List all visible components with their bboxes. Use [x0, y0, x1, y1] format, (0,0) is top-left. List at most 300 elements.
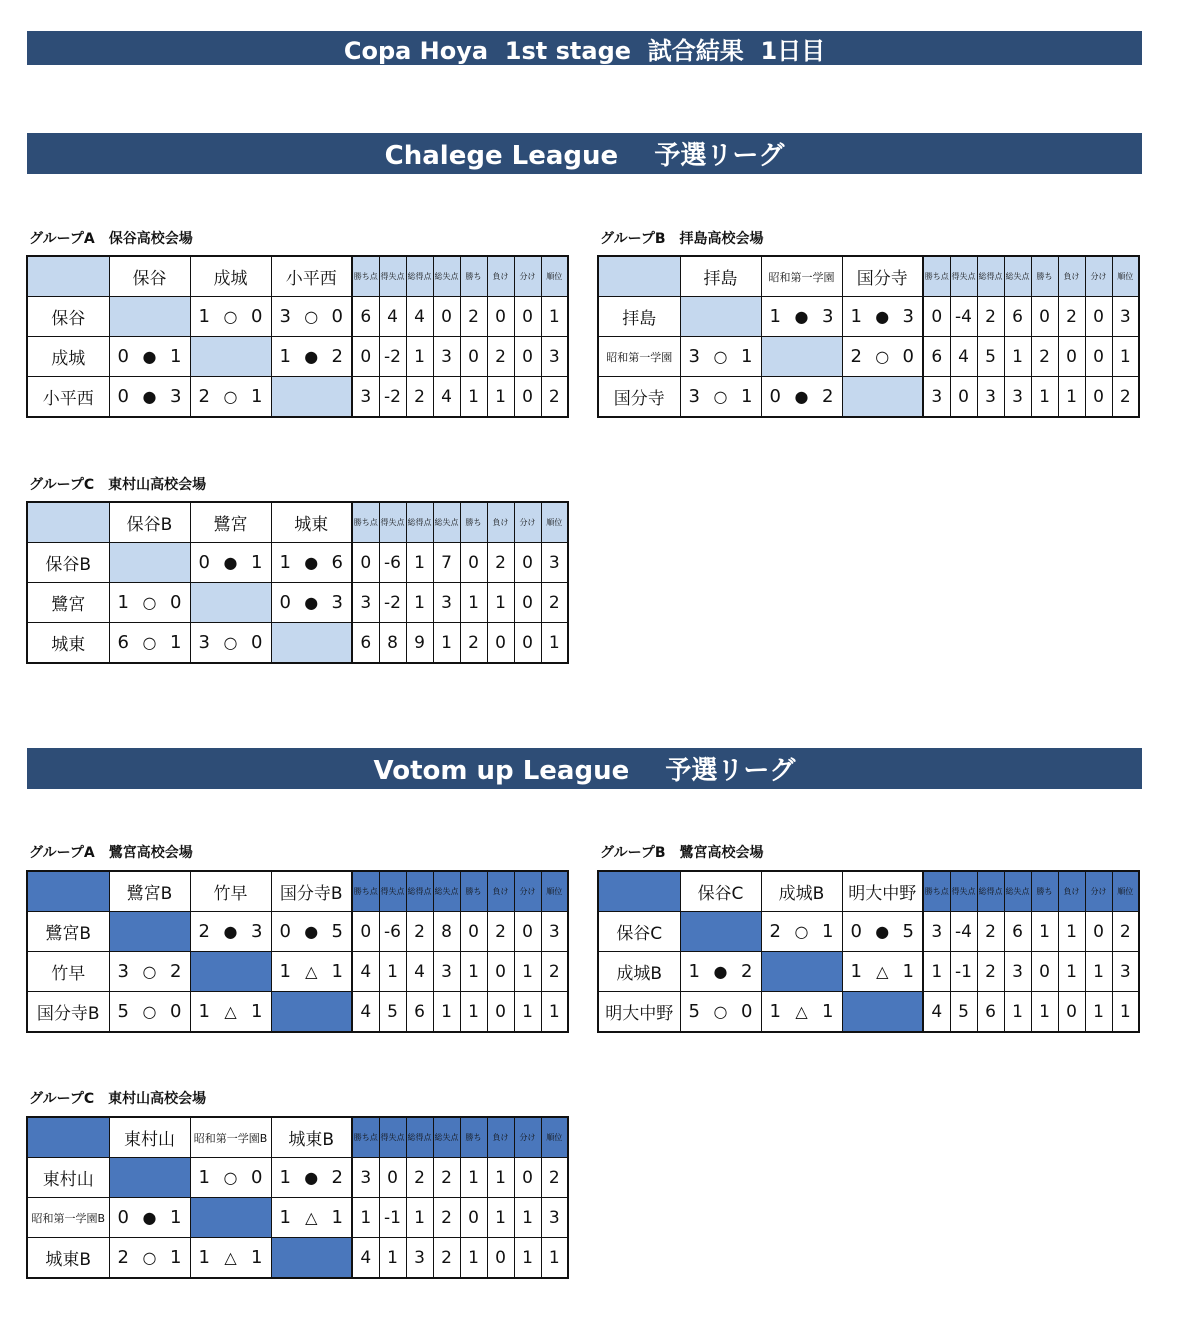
stat-value: 1 [1112, 337, 1139, 377]
score-for: 1 [198, 1247, 210, 1268]
corner-cell [27, 1117, 109, 1158]
match-result [190, 377, 271, 418]
stat-header: 負け [1058, 871, 1085, 912]
stat-header: 勝ち点 [352, 502, 379, 543]
match-score [762, 297, 842, 336]
stat-value: 0 [487, 297, 514, 337]
stat-value: 3 [406, 1238, 433, 1279]
score-for: 0 [117, 346, 129, 367]
result-symbol: ○ [223, 1168, 238, 1187]
stat-header: 得失点 [379, 871, 406, 912]
match-result [271, 1198, 352, 1238]
match-result [109, 623, 190, 664]
score-for: 6 [117, 632, 129, 653]
stat-value: 1 [1031, 992, 1058, 1033]
stat-value: 1 [541, 992, 568, 1033]
stat-value: 1 [460, 992, 487, 1033]
stat-value: 1 [1058, 952, 1085, 992]
league-table-votom-c [26, 1116, 569, 1279]
score-for: 1 [769, 1001, 781, 1022]
match-score [191, 297, 271, 336]
stat-header: 勝ち [460, 256, 487, 297]
match-result [109, 377, 190, 418]
match-result [271, 583, 352, 623]
diagonal-cell [190, 1198, 271, 1238]
score-against: 1 [251, 552, 263, 573]
stat-value: 2 [977, 297, 1004, 337]
team-header: 鷺宮B [109, 871, 190, 912]
score-for: 1 [279, 961, 291, 982]
stat-value: 1 [352, 1198, 379, 1238]
stat-value: 6 [406, 992, 433, 1033]
stat-value: 3 [1112, 297, 1139, 337]
stat-value: 3 [433, 952, 460, 992]
match-score [762, 912, 842, 951]
stat-value: 0 [514, 912, 541, 952]
stat-value: 0 [1031, 297, 1058, 337]
score-against: 2 [331, 1167, 343, 1188]
match-score [110, 583, 190, 622]
diagonal-cell [271, 377, 352, 418]
match-score [191, 543, 271, 582]
stat-value: 4 [923, 992, 950, 1033]
result-symbol: ● [304, 553, 319, 572]
stat-value: 1 [433, 992, 460, 1033]
stat-header: 分け [1085, 871, 1112, 912]
stat-value: -6 [379, 543, 406, 583]
stat-value: 1 [379, 952, 406, 992]
stat-value: 3 [977, 377, 1004, 418]
stat-value: 2 [977, 912, 1004, 952]
match-score [843, 952, 923, 991]
score-against: 1 [251, 1247, 263, 1268]
stat-header: 負け [487, 502, 514, 543]
match-result [842, 297, 923, 337]
stat-value: 0 [433, 297, 460, 337]
match-result [190, 623, 271, 664]
stat-header: 分け [514, 502, 541, 543]
score-for: 0 [198, 552, 210, 573]
stat-header: 総失点 [433, 256, 460, 297]
stat-header: 勝ち [1031, 871, 1058, 912]
stat-value: 6 [1004, 297, 1031, 337]
stat-value: 3 [923, 377, 950, 418]
stat-value: 6 [1004, 912, 1031, 952]
corner-cell [27, 256, 109, 297]
team-header: 成城B [761, 871, 842, 912]
table-row [598, 912, 1139, 952]
stat-value: 5 [950, 992, 977, 1033]
score-against: 1 [331, 961, 343, 982]
diagonal-cell [271, 1238, 352, 1279]
stat-header: 勝ち [460, 871, 487, 912]
section-heading-votom: Votom up League 予選リーグ [27, 748, 1142, 789]
stat-header: 得失点 [379, 502, 406, 543]
table-row [598, 952, 1139, 992]
team-header: 国分寺 [842, 256, 923, 297]
stat-header: 勝ち [1031, 256, 1058, 297]
table-row [27, 583, 568, 623]
stat-value: 3 [352, 377, 379, 418]
header-row [27, 502, 568, 543]
match-result [109, 992, 190, 1033]
table-row [27, 1198, 568, 1238]
result-symbol: ○ [142, 1002, 157, 1021]
score-against: 3 [331, 592, 343, 613]
score-against: 1 [170, 1207, 182, 1228]
score-against: 6 [331, 552, 343, 573]
row-team-name: 国分寺 [598, 377, 680, 418]
stat-value: 1 [487, 377, 514, 418]
stat-value: 3 [433, 583, 460, 623]
stat-value: 0 [514, 583, 541, 623]
table-row [27, 377, 568, 418]
score-against: 1 [170, 346, 182, 367]
score-against: 1 [822, 921, 834, 942]
result-symbol: ● [875, 307, 890, 326]
stat-value: 2 [487, 912, 514, 952]
row-team-name: 昭和第一学園 [598, 337, 680, 377]
header-row [27, 256, 568, 297]
stat-value: -6 [379, 912, 406, 952]
score-against: 1 [170, 1247, 182, 1268]
stat-header: 得失点 [379, 1117, 406, 1158]
stat-header: 総得点 [406, 1117, 433, 1158]
score-against: 2 [822, 386, 834, 407]
stat-value: 2 [433, 1198, 460, 1238]
team-header: 竹早 [190, 871, 271, 912]
match-result [109, 1198, 190, 1238]
match-result [109, 583, 190, 623]
result-symbol: △ [224, 1248, 237, 1267]
stat-value: 1 [1031, 912, 1058, 952]
stat-header: 勝ち点 [352, 871, 379, 912]
match-score [272, 1158, 352, 1197]
table-row [27, 297, 568, 337]
stat-value: -1 [379, 1198, 406, 1238]
score-against: 3 [902, 306, 914, 327]
stat-value: 1 [487, 583, 514, 623]
stat-value: 7 [433, 543, 460, 583]
stat-header: 順位 [1112, 256, 1139, 297]
stat-value: 2 [460, 297, 487, 337]
stat-value: 1 [460, 1158, 487, 1198]
score-against: 1 [902, 961, 914, 982]
stat-value: 4 [352, 992, 379, 1033]
score-for: 0 [117, 386, 129, 407]
stat-header: 得失点 [950, 871, 977, 912]
match-score [191, 992, 271, 1031]
stat-value: 8 [379, 623, 406, 664]
stat-value: -2 [379, 337, 406, 377]
row-team-name: 保谷C [598, 912, 680, 952]
score-against: 1 [251, 386, 263, 407]
match-score [272, 912, 352, 951]
diagonal-cell [680, 912, 761, 952]
group-title: グループA 鷺宮高校会場 [29, 845, 193, 861]
stat-value: 1 [1058, 377, 1085, 418]
result-symbol: ● [713, 962, 728, 981]
row-team-name: 鷺宮B [27, 912, 109, 952]
stat-value: 1 [487, 1198, 514, 1238]
row-team-name: 保谷B [27, 543, 109, 583]
match-result [761, 992, 842, 1033]
stat-value: 4 [406, 297, 433, 337]
stat-value: 0 [487, 952, 514, 992]
stat-value: 0 [950, 377, 977, 418]
stat-value: 0 [1058, 992, 1085, 1033]
match-result [271, 912, 352, 952]
stat-value: 0 [514, 1158, 541, 1198]
row-team-name: 成城 [27, 337, 109, 377]
score-against: 0 [251, 306, 263, 327]
stat-header: 総得点 [406, 502, 433, 543]
stat-header: 勝ち点 [923, 256, 950, 297]
team-header: 明大中野 [842, 871, 923, 912]
stat-value: 2 [487, 337, 514, 377]
stat-value: 1 [514, 1198, 541, 1238]
league-table-votom-a [26, 870, 569, 1033]
score-for: 2 [198, 386, 210, 407]
stat-value: 1 [1058, 912, 1085, 952]
score-against: 1 [170, 632, 182, 653]
team-header: 昭和第一学園 [761, 256, 842, 297]
match-score [110, 337, 190, 376]
result-symbol: ○ [223, 633, 238, 652]
result-symbol: ● [875, 922, 890, 941]
match-result [271, 297, 352, 337]
diagonal-cell [680, 297, 761, 337]
match-result [761, 377, 842, 418]
score-for: 5 [117, 1001, 129, 1022]
score-against: 0 [902, 346, 914, 367]
stat-value: 0 [514, 377, 541, 418]
stat-header: 順位 [541, 502, 568, 543]
stat-value: 1 [514, 952, 541, 992]
result-symbol: ○ [713, 347, 728, 366]
stat-value: 5 [977, 337, 1004, 377]
match-score [272, 337, 352, 376]
diagonal-cell [842, 377, 923, 418]
table-row [27, 543, 568, 583]
stat-header: 勝ち [460, 1117, 487, 1158]
stat-value: 1 [433, 623, 460, 664]
stat-value: 2 [1112, 377, 1139, 418]
diagonal-cell [271, 992, 352, 1033]
diagonal-cell [109, 912, 190, 952]
score-against: 0 [170, 592, 182, 613]
stat-value: 5 [379, 992, 406, 1033]
stat-header: 順位 [541, 1117, 568, 1158]
team-header: 昭和第一学園B [190, 1117, 271, 1158]
team-header: 保谷B [109, 502, 190, 543]
stat-value: 0 [1085, 377, 1112, 418]
match-score [843, 297, 923, 336]
stat-value: 3 [1004, 952, 1031, 992]
stat-value: 0 [460, 912, 487, 952]
team-header: 保谷C [680, 871, 761, 912]
stat-value: -2 [379, 377, 406, 418]
diagonal-cell [109, 1158, 190, 1198]
stat-value: 1 [1031, 377, 1058, 418]
stat-value: 2 [977, 952, 1004, 992]
stat-value: 3 [1004, 377, 1031, 418]
table-row [27, 337, 568, 377]
stat-value: 6 [352, 623, 379, 664]
score-for: 2 [769, 921, 781, 942]
result-symbol: ○ [304, 307, 319, 326]
stat-value: 1 [1112, 992, 1139, 1033]
score-for: 2 [850, 346, 862, 367]
match-result [109, 952, 190, 992]
stat-value: 2 [406, 377, 433, 418]
stat-value: 4 [379, 297, 406, 337]
diagonal-cell [109, 543, 190, 583]
result-symbol: ○ [713, 1002, 728, 1021]
stat-value: 1 [923, 952, 950, 992]
table-row [598, 337, 1139, 377]
score-for: 1 [769, 306, 781, 327]
stat-value: 2 [541, 583, 568, 623]
result-symbol: ○ [142, 633, 157, 652]
corner-cell [598, 871, 680, 912]
stat-value: -4 [950, 912, 977, 952]
match-result [842, 952, 923, 992]
match-score [843, 912, 923, 951]
stat-value: 2 [433, 1238, 460, 1279]
stat-value: 0 [460, 543, 487, 583]
team-header: 保谷 [109, 256, 190, 297]
result-symbol: ○ [794, 922, 809, 941]
stat-value: 0 [352, 543, 379, 583]
row-team-name: 昭和第一学園B [27, 1198, 109, 1238]
stat-value: 1 [1085, 952, 1112, 992]
stat-value: 0 [1085, 297, 1112, 337]
table-row [598, 377, 1139, 418]
score-for: 3 [117, 961, 129, 982]
team-header: 城東 [271, 502, 352, 543]
result-symbol: ● [142, 387, 157, 406]
score-for: 1 [688, 961, 700, 982]
result-symbol: △ [876, 962, 889, 981]
team-header: 小平西 [271, 256, 352, 297]
stat-value: 0 [379, 1158, 406, 1198]
match-score [681, 377, 761, 416]
match-score [110, 377, 190, 416]
score-against: 0 [170, 1001, 182, 1022]
result-symbol: ● [304, 922, 319, 941]
score-against: 0 [251, 632, 263, 653]
stat-header: 勝ち点 [923, 871, 950, 912]
diagonal-cell [190, 952, 271, 992]
diagonal-cell [190, 583, 271, 623]
stat-value: 1 [406, 583, 433, 623]
stat-value: 1 [514, 992, 541, 1033]
match-result [190, 297, 271, 337]
stat-value: 4 [950, 337, 977, 377]
row-team-name: 保谷 [27, 297, 109, 337]
stat-value: 0 [1058, 337, 1085, 377]
stat-header: 分け [514, 256, 541, 297]
diagonal-cell [761, 952, 842, 992]
stat-value: 1 [487, 1158, 514, 1198]
row-team-name: 拝島 [598, 297, 680, 337]
match-score [191, 623, 271, 662]
league-table-challenge-a [26, 255, 569, 418]
score-against: 2 [331, 346, 343, 367]
stat-header: 勝ち点 [352, 256, 379, 297]
stat-value: 1 [514, 1238, 541, 1279]
match-score [681, 992, 761, 1031]
league-table-challenge-c [26, 501, 569, 664]
result-symbol: ● [142, 347, 157, 366]
match-score [110, 952, 190, 991]
group-title: グループB 拝島高校会場 [600, 231, 764, 247]
row-team-name: 城東 [27, 623, 109, 664]
stat-header: 総得点 [977, 256, 1004, 297]
stat-value: 2 [460, 623, 487, 664]
league-table-challenge-b [597, 255, 1140, 418]
score-against: 2 [741, 961, 753, 982]
stat-value: -4 [950, 297, 977, 337]
stat-value: 2 [406, 1158, 433, 1198]
match-result [842, 337, 923, 377]
score-for: 3 [688, 346, 700, 367]
stat-value: 0 [1085, 337, 1112, 377]
score-against: 1 [331, 1207, 343, 1228]
stat-header: 勝ち [460, 502, 487, 543]
stat-value: 1 [460, 377, 487, 418]
score-for: 3 [279, 306, 291, 327]
match-result [109, 1238, 190, 1279]
score-against: 1 [741, 346, 753, 367]
result-symbol: △ [305, 1208, 318, 1227]
result-symbol: ○ [142, 962, 157, 981]
score-against: 0 [331, 306, 343, 327]
result-symbol: ● [142, 1208, 157, 1227]
score-against: 1 [251, 1001, 263, 1022]
table-row [27, 912, 568, 952]
group-title: グループC 東村山高校会場 [29, 1091, 207, 1107]
score-for: 2 [198, 921, 210, 942]
score-against: 3 [251, 921, 263, 942]
stat-value: 0 [514, 297, 541, 337]
match-score [272, 1198, 352, 1237]
corner-cell [598, 256, 680, 297]
stat-header: 総得点 [977, 871, 1004, 912]
table-row [27, 1158, 568, 1198]
league-table-votom-b [597, 870, 1140, 1033]
result-symbol: ● [304, 1168, 319, 1187]
result-symbol: ○ [223, 387, 238, 406]
stat-header: 勝ち点 [352, 1117, 379, 1158]
stat-value: 0 [514, 543, 541, 583]
match-score [843, 337, 923, 376]
row-team-name: 鷺宮 [27, 583, 109, 623]
stat-header: 得失点 [379, 256, 406, 297]
stat-header: 総得点 [406, 256, 433, 297]
header-row [27, 871, 568, 912]
stat-header: 総得点 [406, 871, 433, 912]
stat-value: 3 [1112, 952, 1139, 992]
stat-value: 0 [460, 1198, 487, 1238]
stat-value: 4 [433, 377, 460, 418]
match-score [110, 623, 190, 662]
match-score [191, 1238, 271, 1277]
stat-value: 0 [923, 297, 950, 337]
stat-value: 4 [352, 952, 379, 992]
stat-value: 4 [352, 1238, 379, 1279]
